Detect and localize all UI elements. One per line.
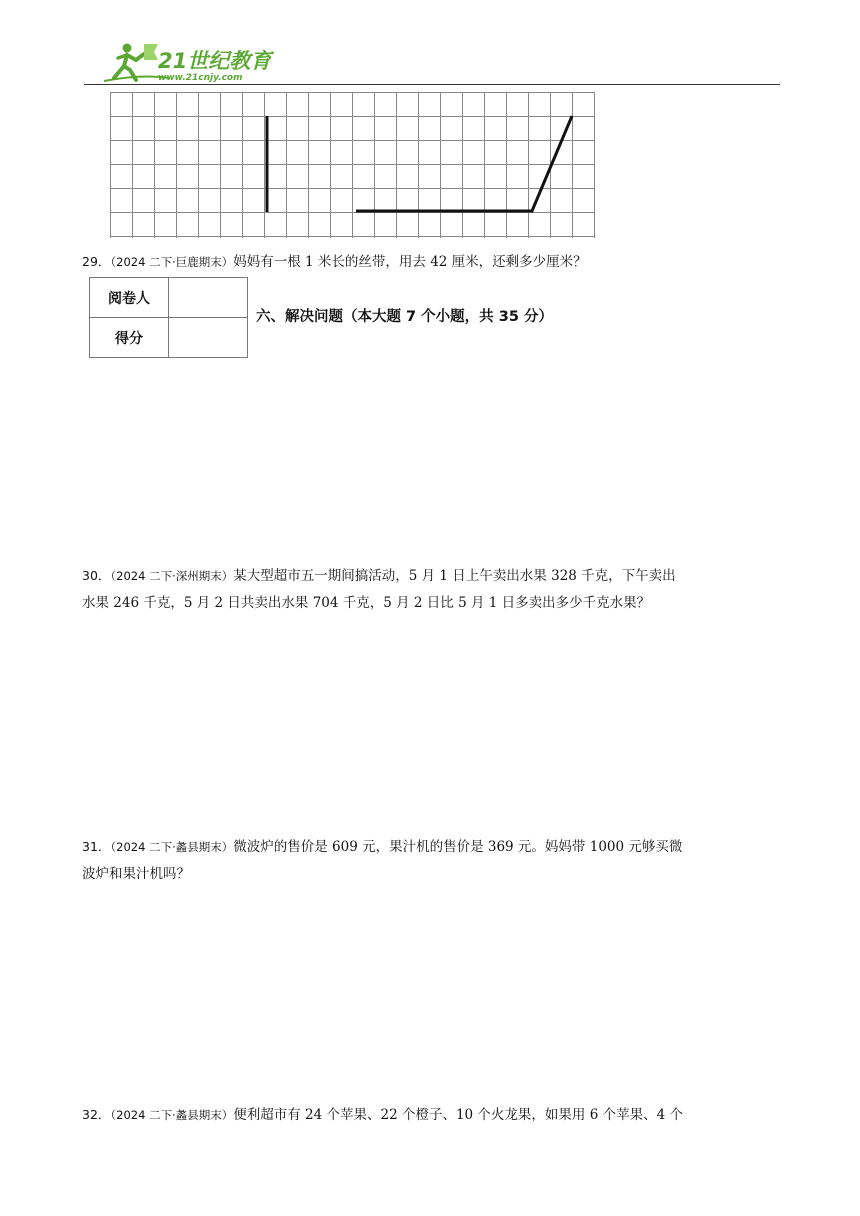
question-31 (82, 833, 782, 888)
question-text: 某大型超市五一期间搞活动，5 月 1 日上午卖出水果 328 千克，下午卖出 (233, 568, 676, 584)
question-number: 31． (82, 839, 111, 854)
question-text: 便利超市有 24 个苹果、22 个橙子、10 个火龙果，如果用 6 个苹果、4 个 (233, 1107, 683, 1123)
question-number: 29． (82, 254, 111, 269)
question-number: 30． (82, 568, 111, 583)
logo-url: www.21cnjy.com (158, 73, 243, 83)
question-source: （2024 二下·蠡县期末） (110, 840, 234, 854)
score-cell[interactable] (169, 318, 248, 358)
question-text: 妈妈有一根 1 米长的丝带，用去 42 厘米，还剩多少厘米？ (233, 254, 587, 270)
question-text-line2: 水果 246 千克，5 月 2 日共卖出水果 704 千克，5 月 2 日比 5 月 1 日多卖出多少千克水果？ (82, 595, 651, 611)
question-30 (82, 562, 782, 617)
question-source: （2024 二下·蠡县期末） (110, 1108, 234, 1122)
site-logo (100, 40, 280, 86)
grid-figure (110, 91, 598, 239)
question-number: 32． (82, 1107, 111, 1122)
path-segment (356, 116, 572, 211)
header-divider (84, 84, 780, 85)
score-table (89, 277, 248, 358)
section-title: 六、解决问题（本大题 7 个小题，共 35 分） (256, 309, 553, 325)
reviewer-label: 阅卷人 (90, 278, 169, 318)
reviewer-cell[interactable] (169, 278, 248, 318)
question-32 (82, 1101, 782, 1129)
question-29 (82, 248, 782, 276)
question-text-line2: 波炉和果汁机吗？ (82, 866, 190, 882)
grid-lines (110, 92, 595, 238)
score-label: 得分 (90, 318, 169, 358)
question-source: （2024 二下·巨鹿期末） (110, 255, 234, 269)
logo-text: 21世纪教育 (158, 49, 272, 73)
question-text: 微波炉的售价是 609 元，果汁机的售价是 369 元。妈妈带 1000 元够买微 (233, 839, 683, 855)
question-source: （2024 二下·深州期末） (110, 569, 234, 583)
